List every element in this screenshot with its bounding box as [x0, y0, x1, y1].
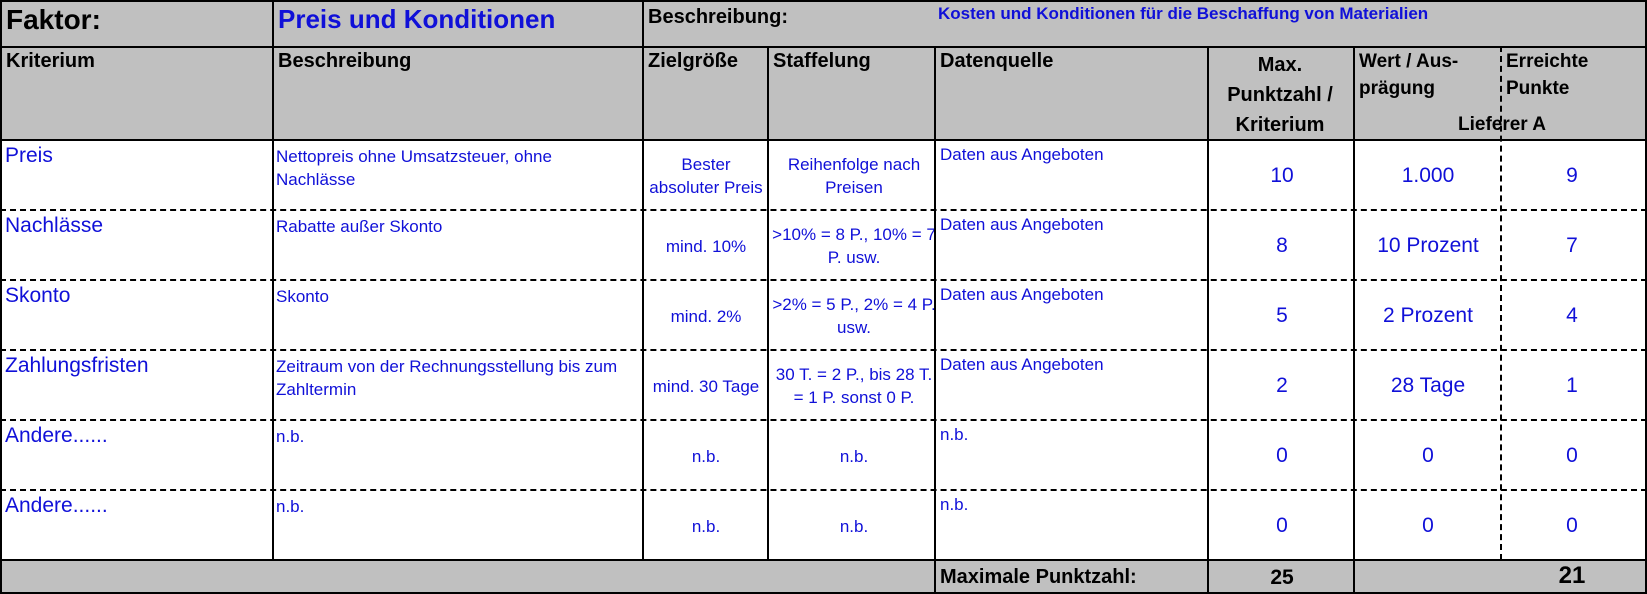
- grid-line: [934, 46, 936, 594]
- row-max-punkte: 5: [1276, 304, 1288, 327]
- row-zielgroesse: n.b.: [691, 446, 721, 466]
- row-max-punkte: 0: [1276, 514, 1288, 537]
- row-punkte: 9: [1566, 164, 1578, 187]
- row-kriterium: Nachlässe: [5, 214, 104, 237]
- row-zielgroesse: Bester absoluter Preis: [649, 155, 763, 197]
- row-staffelung: n.b.: [839, 516, 869, 536]
- row-max-punkte: 0: [1276, 444, 1288, 467]
- grid-line: [0, 0, 1647, 2]
- row-max-punkte: 8: [1276, 234, 1288, 257]
- col-staffelung: Staffelung: [773, 50, 871, 72]
- row-staffelung: >10% = 8 P., 10% = 7 P. usw.: [772, 225, 936, 267]
- row-beschreibung: Rabatte außer Skonto: [276, 217, 443, 236]
- grid-line: [1207, 46, 1209, 594]
- beschreibung-value: Kosten und Konditionen für die Beschaffung von Materialien: [938, 4, 1429, 23]
- row-beschreibung: n.b.: [276, 427, 305, 446]
- grid-line: [767, 46, 769, 560]
- row-punkte: 0: [1566, 444, 1578, 467]
- row-punkte: 7: [1566, 234, 1578, 257]
- faktor-label: Faktor:: [6, 4, 101, 35]
- grid-line: [1500, 46, 1502, 560]
- col-wert: Wert / Aus-prägung: [1359, 51, 1459, 99]
- row-wert: 0: [1422, 514, 1434, 537]
- col-beschreibung: Beschreibung: [278, 50, 412, 72]
- faktor-value: Preis und Konditionen: [278, 4, 556, 34]
- row-max-punkte: 10: [1270, 164, 1294, 187]
- row-datenquelle: Daten aus Angeboten: [940, 285, 1104, 304]
- row-staffelung: >2% = 5 P., 2% = 4 P. usw.: [772, 295, 936, 337]
- row-staffelung: 30 T. = 2 P., bis 28 T. = 1 P. sonst 0 P.: [775, 365, 933, 407]
- grid-line: [0, 489, 1647, 491]
- row-wert: 1.000: [1401, 164, 1455, 187]
- row-datenquelle: n.b.: [940, 495, 969, 514]
- row-kriterium: Zahlungsfristen: [5, 354, 149, 377]
- col-kriterium: Kriterium: [6, 50, 95, 72]
- grid-line: [0, 419, 1647, 421]
- row-datenquelle: Daten aus Angeboten: [940, 215, 1104, 234]
- row-wert: 28 Tage: [1390, 374, 1466, 397]
- row-beschreibung: Skonto: [276, 287, 329, 306]
- row-zielgroesse: mind. 30 Tage: [652, 376, 760, 396]
- row-punkte: 1: [1566, 374, 1578, 397]
- row-staffelung: n.b.: [839, 446, 869, 466]
- footer-max-total: 25: [1270, 566, 1294, 589]
- row-punkte: 0: [1566, 514, 1578, 537]
- col-erreichte: Erreichte Punkte: [1506, 51, 1589, 99]
- grid-line: [1353, 46, 1355, 594]
- grid-line: [0, 209, 1647, 211]
- row-kriterium: Andere......: [5, 494, 108, 517]
- grid-line: [272, 0, 274, 560]
- row-datenquelle: Daten aus Angeboten: [940, 145, 1104, 164]
- grid-line: [0, 349, 1647, 351]
- row-zielgroesse: mind. 10%: [665, 236, 747, 256]
- row-staffelung: Reihenfolge nach Preisen: [787, 155, 921, 197]
- row-kriterium: Skonto: [5, 284, 71, 307]
- footer-achieved-total: 21: [1558, 562, 1586, 589]
- footer-label: Maximale Punktzahl:: [940, 566, 1137, 588]
- row-wert: 10 Prozent: [1377, 234, 1479, 257]
- col-max-punktzahl: Max. Punktzahl / Kriterium: [1227, 54, 1333, 136]
- grid-line: [0, 0, 2, 594]
- row-datenquelle: Daten aus Angeboten: [940, 355, 1104, 374]
- row-beschreibung: Nettopreis ohne Umsatzsteuer, ohne Nachlässe: [276, 147, 552, 189]
- footer-background: [0, 560, 1647, 594]
- row-datenquelle: n.b.: [940, 425, 969, 444]
- row-max-punkte: 2: [1276, 374, 1288, 397]
- grid-line: [0, 279, 1647, 281]
- col-datenquelle: Datenquelle: [940, 50, 1054, 72]
- row-punkte: 4: [1566, 304, 1578, 327]
- grid-line: [642, 0, 644, 560]
- row-kriterium: Preis: [5, 144, 53, 167]
- col-zielgroesse: Zielgröße: [648, 50, 739, 72]
- row-kriterium: Andere......: [5, 424, 108, 447]
- row-zielgroesse: mind. 2%: [670, 306, 742, 326]
- row-zielgroesse: n.b.: [691, 516, 721, 536]
- row-beschreibung: Zeitraum von der Rechnungsstellung bis zum Zahltermin: [276, 357, 618, 399]
- row-wert: 0: [1422, 444, 1434, 467]
- grid-line: [0, 46, 1647, 48]
- grid-line: [0, 139, 1647, 141]
- grid-line: [0, 559, 1647, 561]
- col-lieferer: Lieferer A: [1458, 114, 1546, 135]
- beschreibung-label: Beschreibung:: [648, 6, 789, 28]
- row-beschreibung: n.b.: [276, 497, 305, 516]
- row-wert: 2 Prozent: [1383, 304, 1473, 327]
